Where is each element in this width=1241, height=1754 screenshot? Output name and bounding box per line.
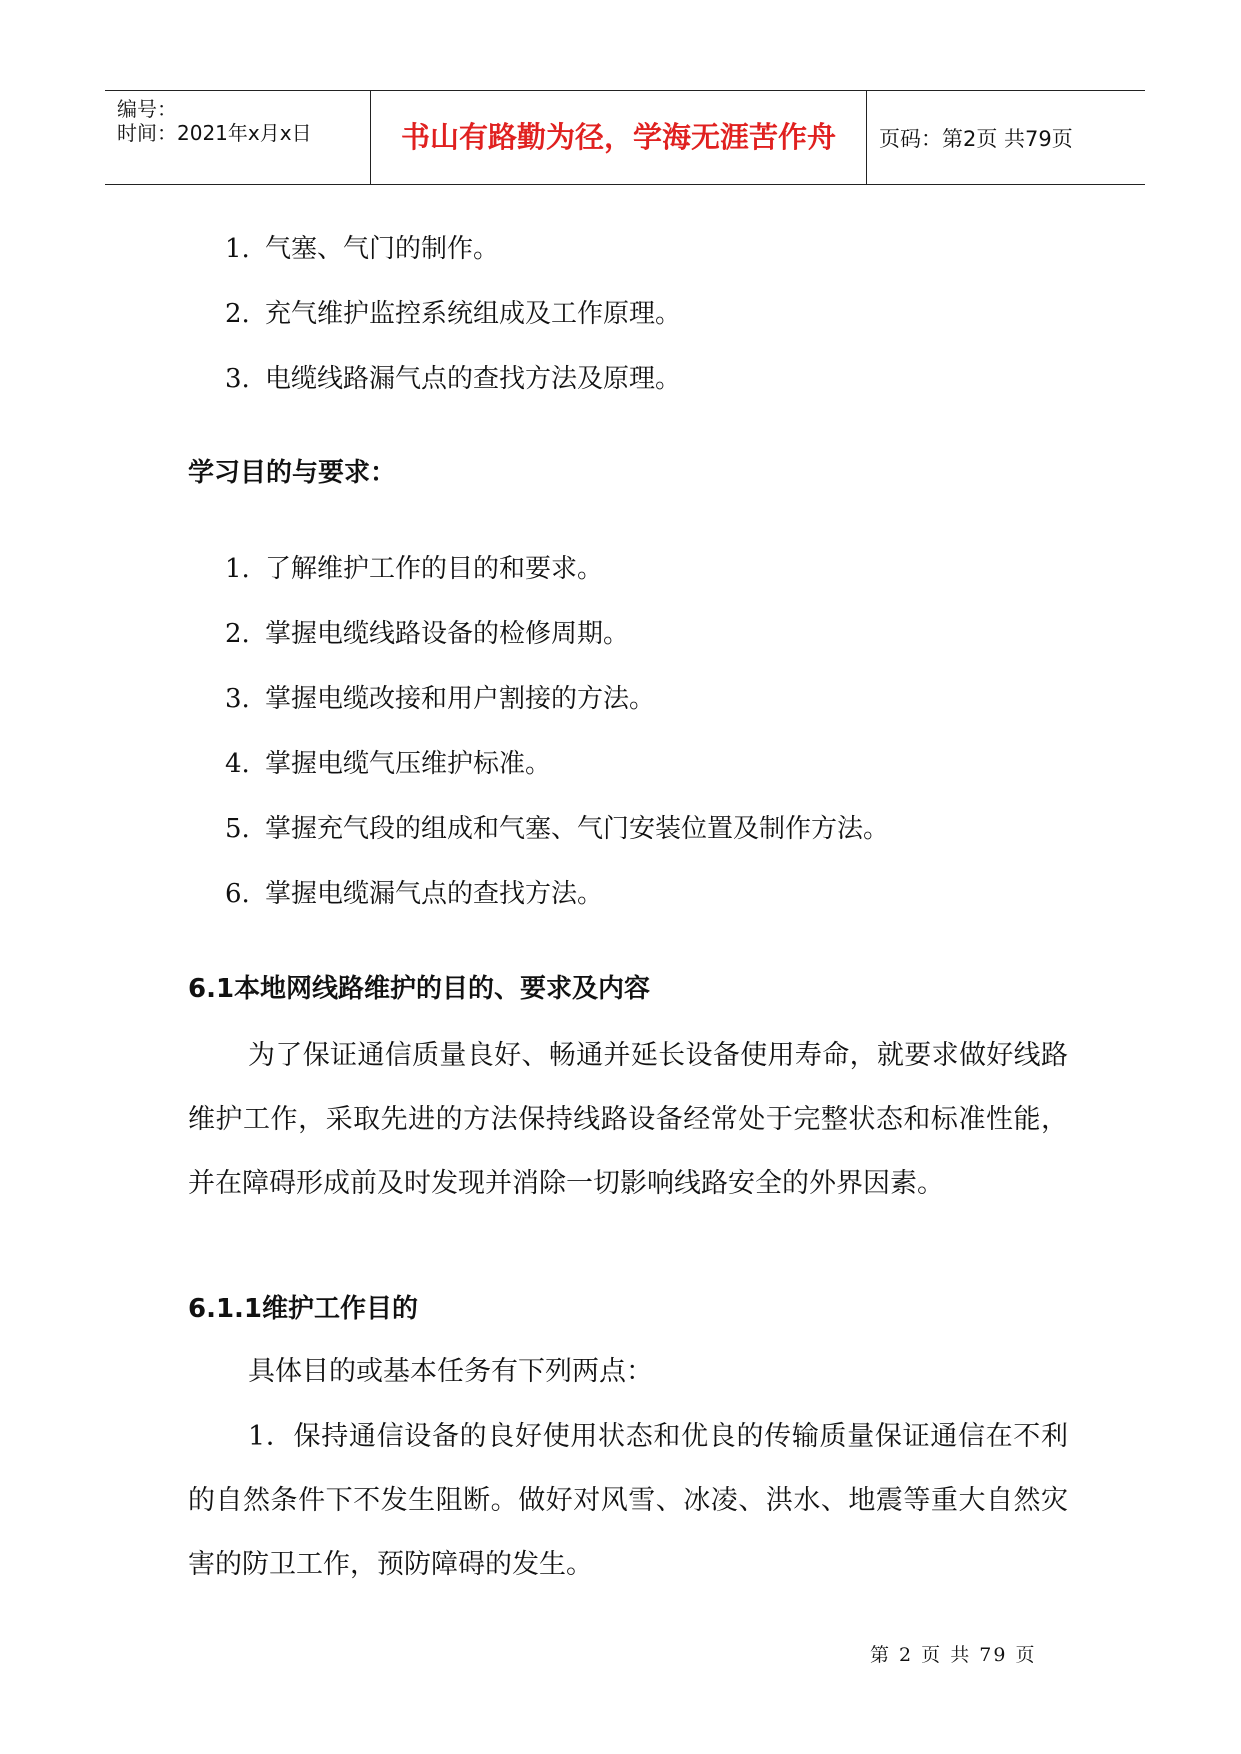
section-heading-6-1-1: 6.1.1维护工作目的 xyxy=(188,1294,419,1324)
list-item-text: 掌握电缆漏气点的查找方法。 xyxy=(265,879,604,909)
list-item xyxy=(225,613,629,650)
list-item-text: 掌握电缆气压维护标准。 xyxy=(265,749,552,779)
page-header xyxy=(105,90,1145,185)
list-item xyxy=(225,678,655,715)
section-6-1-1-intro: 具体目的或基本任务有下列两点： xyxy=(248,1356,653,1387)
section-6-1-paragraph: 为了保证通信质量良好、畅通并延长设备使用寿命，就要求做好线路维护工作，采取先进的方法保持线路设备经常处于完整状态和标准性能，并在障碍形成前及时发现并消除一切影响线路安全的外界因素。 xyxy=(188,1040,1068,1199)
list-item-text: 掌握充气段的组成和气塞、气门安装位置及制作方法。 xyxy=(265,814,890,844)
list-item-text: 掌握电缆线路设备的检修周期。 xyxy=(265,619,630,649)
section-heading-6-1: 6.1本地网线路维护的目的、要求及内容 xyxy=(188,974,651,1004)
list-item-text: 电缆线路漏气点的查找方法及原理。 xyxy=(265,364,682,394)
header-page-cell xyxy=(867,91,1145,184)
header-info-cell xyxy=(105,91,370,184)
list-item xyxy=(225,358,681,395)
list-item-number: 2. xyxy=(225,619,250,649)
list-item-number: 3. xyxy=(225,364,250,394)
list-item-text: 充气维护监控系统组成及工作原理。 xyxy=(265,299,682,329)
list-item xyxy=(225,743,551,780)
list-item xyxy=(225,873,603,910)
list-item xyxy=(225,293,681,330)
list-item-number: 1. xyxy=(225,234,250,264)
list-item-text: 掌握电缆改接和用户割接的方法。 xyxy=(265,684,656,714)
time-label: 时间：2021年x月x日 xyxy=(117,121,312,145)
list-item xyxy=(225,548,603,585)
objectives-heading: 学习目的与要求： xyxy=(188,458,397,488)
list-item-number: 3. xyxy=(225,684,250,714)
page-code: 页码：第2页 共79页 xyxy=(879,127,1073,151)
list-item-number: 5. xyxy=(225,814,250,844)
list-item-number: 4. xyxy=(225,749,250,779)
list-item-text: 气塞、气门的制作。 xyxy=(265,234,500,264)
list-item-text: 了解维护工作的目的和要求。 xyxy=(265,554,604,584)
list-item xyxy=(225,808,889,845)
list-item-number: 6. xyxy=(225,879,250,909)
header-motto-cell xyxy=(370,91,867,184)
list-item xyxy=(225,228,499,265)
page-footer: 第 2 页 共 79 页 xyxy=(870,1644,1037,1666)
list-item-number: 1. xyxy=(225,554,250,584)
section-6-1-1-point-1: 1．保持通信设备的良好使用状态和优良的传输质量保证通信在不利的自然条件下不发生阻断。做好对风雪、冰凌、洪水、地震等重大自然灾害的防卫工作，预防障碍的发生。 xyxy=(188,1421,1068,1580)
serial-label: 编号： xyxy=(117,97,177,121)
motto-text: 书山有路勤为径，学海无涯苦作舟 xyxy=(400,120,836,154)
list-item-number: 2. xyxy=(225,299,250,329)
